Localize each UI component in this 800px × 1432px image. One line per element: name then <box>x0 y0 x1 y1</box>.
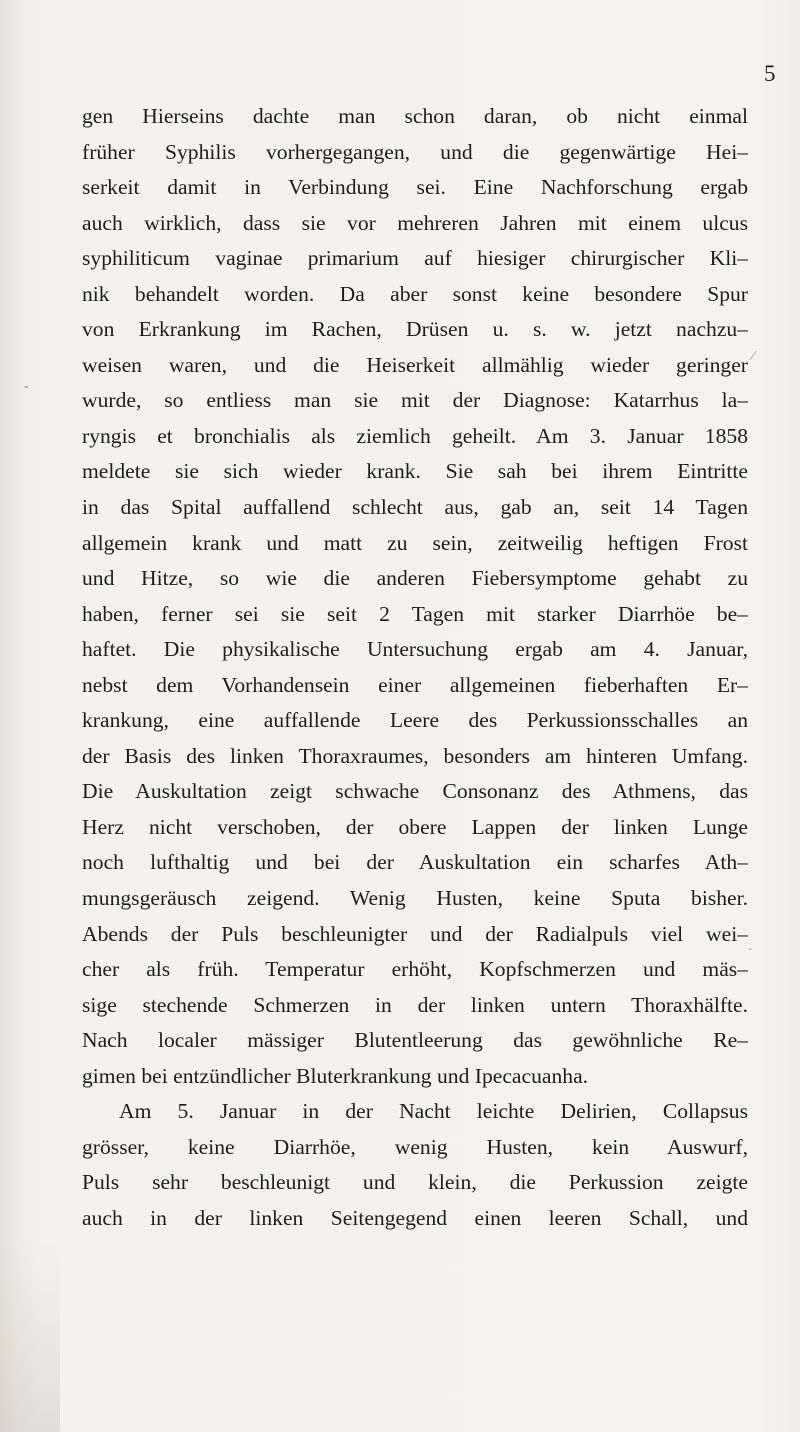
text-line: krankung, eine auffallende Leere des Perkussionsschalles an <box>82 708 748 733</box>
text-line: nebst dem Vorhandensein einer allgemeinen fieberhaften Er– <box>82 672 748 697</box>
text-line: Puls sehr beschleunigt und klein, die Perkussion zeigte <box>82 1170 748 1195</box>
text-line: weisen waren, und die Heiserkeit allmählig wieder geringer <box>82 352 748 377</box>
page-edge-shadow <box>0 1240 60 1432</box>
text-line: Die Auskultation zeigt schwache Consonanz des Athmens, das <box>82 779 748 804</box>
text-line: syphiliticum vaginae primarium auf hiesiger chirurgischer Kli– <box>82 246 748 271</box>
text-line: wurde, so entliess man sie mit der Diagnose: Katarrhus la– <box>82 388 748 413</box>
text-line: früher Syphilis vorhergegangen, und die gegenwärtige Hei– <box>82 139 748 164</box>
text-line: nik behandelt worden. Da aber sonst keine besondere Spur <box>82 281 748 306</box>
text-line: und Hitze, so wie die anderen Fiebersymptome gehabt zu <box>82 566 748 591</box>
text-line: in das Spital auffallend schlecht aus, gab an, seit 14 Tagen <box>82 495 748 520</box>
body-text <box>82 99 748 1237</box>
text-line: gen Hierseins dachte man schon daran, ob nicht einmal <box>82 104 748 128</box>
text-line: haben, ferner sei sie seit 2 Tagen mit starker Diarrhöe be– <box>82 601 748 626</box>
text-line: meldete sie sich wieder krank. Sie sah bei ihrem Eintritte <box>82 459 748 484</box>
text-line: Abends der Puls beschleunigter und der Radialpuls viel wei– <box>82 921 748 946</box>
text-line: von Erkrankung im Rachen, Drüsen u. s. w. jetzt nachzu– <box>82 317 748 342</box>
text-line: ryngis et bronchialis als ziemlich geheilt. Am 3. Januar 1858 <box>82 423 748 448</box>
text-line: grösser, keine Diarrhöe, wenig Husten, kein Auswurf, <box>82 1134 748 1159</box>
text-line: haftet. Die physikalische Untersuchung ergab am 4. Januar, <box>82 637 748 662</box>
text-line: noch lufthaltig und bei der Auskultation ein scharfes Ath– <box>82 850 748 875</box>
margin-dot-mark: · <box>748 943 753 958</box>
text-line: auch in der linken Seitengegend einen leeren Schall, und <box>82 1205 748 1230</box>
text-line: Herz nicht verschoben, der obere Lappen der linken Lunge <box>82 814 748 839</box>
text-line: serkeit damit in Verbindung sei. Eine Nachforschung ergab <box>82 175 748 200</box>
text-line: cher als früh. Temperatur erhöht, Kopfschmerzen und mäs– <box>82 957 748 982</box>
text-line: mungsgeräusch zeigend. Wenig Husten, keine Sputa bisher. <box>82 886 748 911</box>
page-number: 5 <box>764 61 776 86</box>
margin-tick-mark: ⁄ <box>752 349 755 364</box>
text-line: auch wirklich, dass sie vor mehreren Jahren mit einem ulcus <box>82 210 748 235</box>
text-line: sige stechende Schmerzen in der linken untern Thoraxhälfte. <box>82 992 748 1017</box>
text-line: Nach localer mässiger Blutentleerung das gewöhnliche Re– <box>82 1028 748 1053</box>
text-line: der Basis des linken Thoraxraumes, besonders am hinteren Umfang. <box>82 743 748 768</box>
text-line: Am 5. Januar in der Nacht leichte Delirien, Collapsus <box>119 1099 748 1124</box>
margin-dot-mark: - <box>24 379 29 394</box>
text-line: allgemein krank und matt zu sein, zeitweilig heftigen Frost <box>82 530 748 555</box>
text-line: gimen bei entzündlicher Bluterkrankung und Ipecacuanha. <box>82 1063 589 1088</box>
